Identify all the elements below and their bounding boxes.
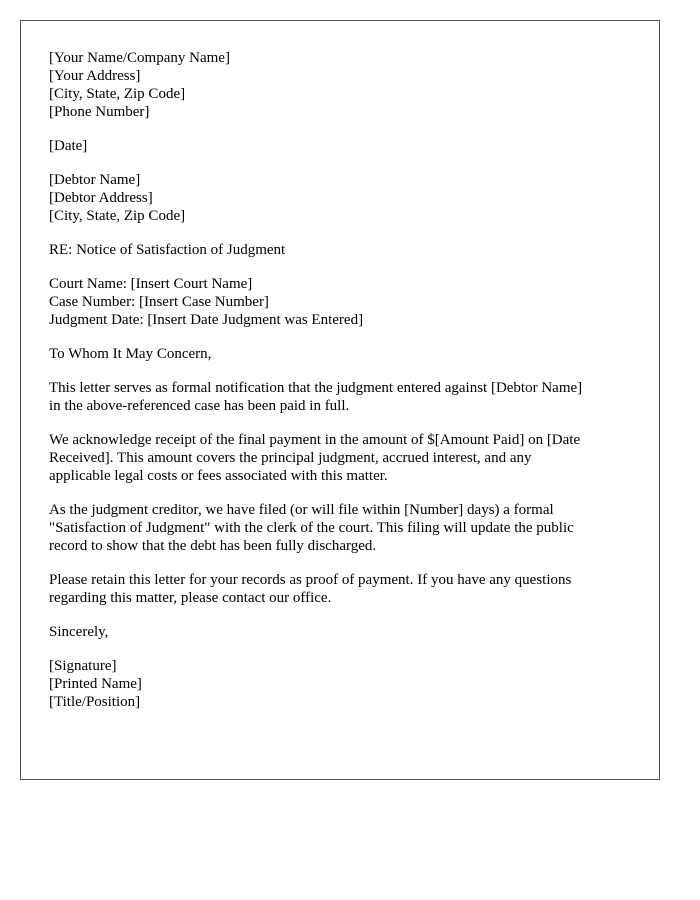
paragraph-line: We acknowledge receipt of the final payment in the amount of $[Amount Paid] on [Date [49,432,581,448]
case-number: Case Number: [Insert Case Number] [49,294,269,310]
paragraph-line: This letter serves as formal notification that the judgment entered against [Debtor Name] [49,380,583,396]
body-paragraph-3 [49,501,639,555]
salutation: To Whom It May Concern, [49,346,212,362]
paragraph-line: regarding this matter, please contact our office. [49,590,332,606]
body-paragraph-4 [49,571,639,607]
sender-city-state-zip: [City, State, Zip Code] [49,86,186,102]
case-details-block [49,275,639,329]
paragraph-line: record to show that the debt has been fully discharged. [49,538,377,554]
closing: Sincerely, [49,624,109,640]
paragraph-line: Please retain this letter for your records as proof of payment. If you have any questions [49,572,572,588]
letter-date: [Date] [49,138,88,154]
judgment-date: Judgment Date: [Insert Date Judgment was Entered] [49,312,364,328]
date-block [49,137,639,155]
body-paragraph-1 [49,379,639,415]
printed-name: [Printed Name] [49,676,142,692]
paragraph-line: applicable legal costs or fees associated with this matter. [49,468,388,484]
letter-page [20,20,660,780]
closing-block [49,623,639,641]
signature-line: [Signature] [49,658,117,674]
salutation-block [49,345,639,363]
signature-block [49,657,639,711]
subject-block [49,241,639,259]
recipient-name: [Debtor Name] [49,172,141,188]
sender-name: [Your Name/Company Name] [49,50,230,66]
body-paragraph-2 [49,431,639,485]
letter-content [49,49,639,711]
paragraph-line: Received]. This amount covers the principal judgment, accrued interest, and any [49,450,532,466]
sender-phone: [Phone Number] [49,104,150,120]
court-name: Court Name: [Insert Court Name] [49,276,253,292]
recipient-address: [Debtor Address] [49,190,153,206]
paragraph-line: in the above-referenced case has been paid in full. [49,398,350,414]
title-position: [Title/Position] [49,694,141,710]
paragraph-line: "Satisfaction of Judgment" with the clerk of the court. This filing will update the public [49,520,574,536]
sender-block [49,49,639,121]
sender-address: [Your Address] [49,68,141,84]
paragraph-line: As the judgment creditor, we have filed (or will file within [Number] days) a formal [49,502,554,518]
recipient-block [49,171,639,225]
recipient-city-state-zip: [City, State, Zip Code] [49,208,186,224]
subject-line: RE: Notice of Satisfaction of Judgment [49,242,286,258]
